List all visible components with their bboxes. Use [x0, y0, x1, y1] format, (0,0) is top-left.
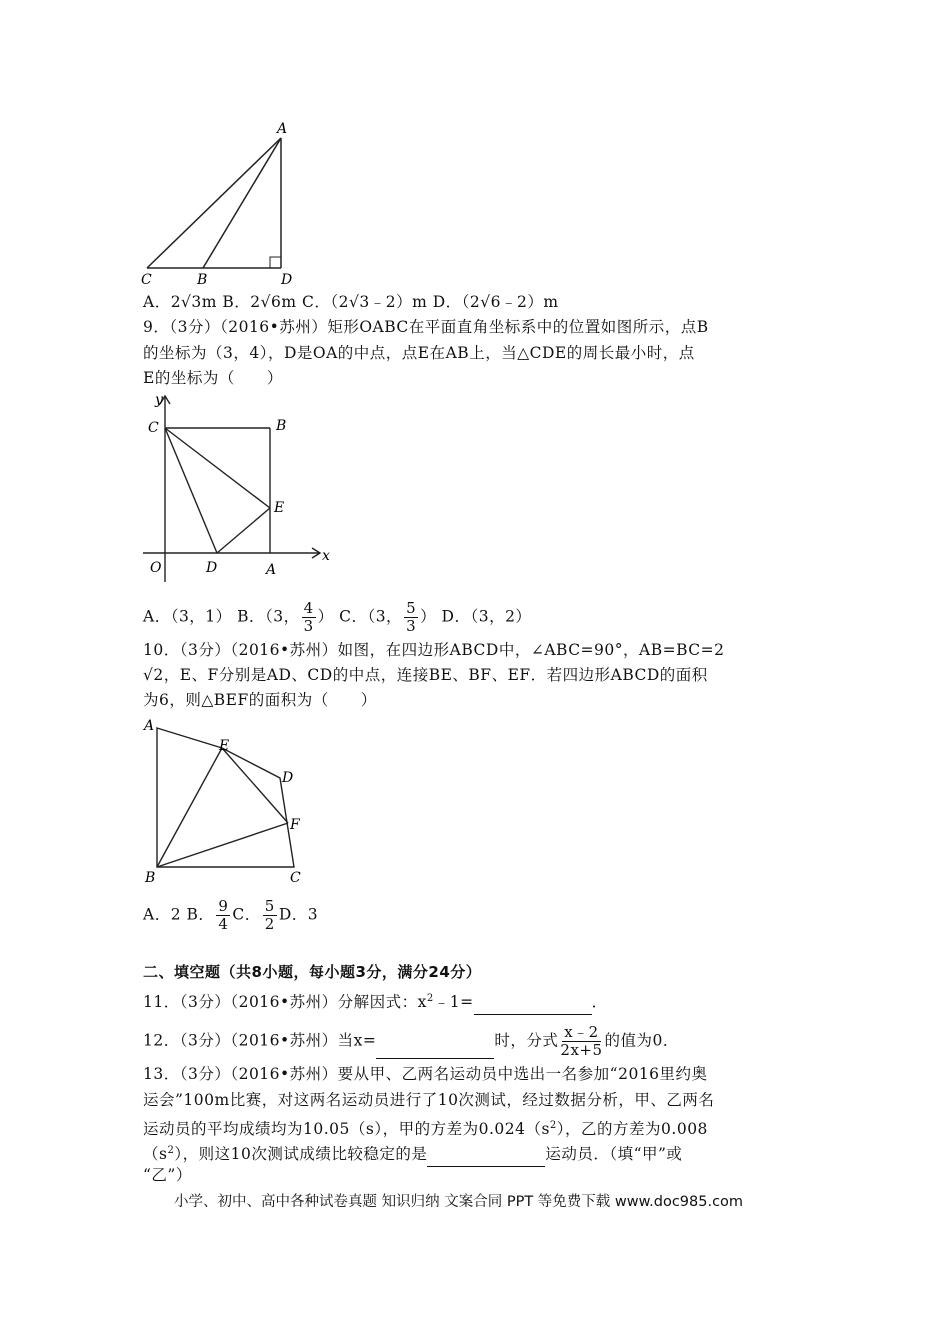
denominator: 3: [406, 617, 417, 635]
q10-line2: √2，E、F分别是AD、CD的中点，连接BE、BF、EF．若四边形ABCD的面积: [143, 666, 708, 684]
q9-fraction-c: [404, 600, 418, 635]
q12-answer-blank[interactable]: [376, 1042, 494, 1059]
q10-quadrilateral-figure: [138, 712, 318, 887]
label-d: D: [206, 560, 218, 576]
q11-text: 11．（3分）（2016•苏州）分解因式：x: [143, 993, 427, 1012]
q9-options: [143, 600, 531, 635]
q12-text-mid: 时，分式: [494, 1031, 559, 1050]
label-c: C: [290, 870, 301, 886]
label-c: C: [148, 420, 159, 436]
label-x: x: [322, 548, 330, 564]
q12-text: 12．（3分）（2016•苏州）当x=: [143, 1031, 377, 1050]
q13-text: ），则这10次测试成绩比较稳定的是: [174, 1145, 428, 1164]
label-b: B: [197, 272, 208, 288]
label-d: D: [282, 770, 294, 786]
label-c: C: [141, 272, 152, 288]
q10-option-a: A．2 B．: [143, 905, 215, 924]
q13-exponent: 2: [167, 1145, 175, 1156]
q10-option-c: C．: [232, 905, 261, 924]
denominator: 2: [264, 915, 275, 933]
q11-end: ．: [591, 993, 608, 1012]
q8-triangle-figure: [130, 115, 310, 290]
q13-line5: “乙”）: [143, 1166, 192, 1184]
numerator: 4: [303, 599, 314, 617]
q10-option-d: D．3: [278, 905, 319, 924]
q11-answer-blank[interactable]: [474, 998, 592, 1015]
label-e: E: [274, 500, 285, 516]
q13-exponent: 2: [549, 1120, 557, 1131]
label-e: E: [219, 738, 230, 754]
q9-coordinate-figure: [135, 388, 335, 588]
numerator: x﹣2: [564, 1023, 599, 1041]
q9-option-c: ） C．（3，: [317, 607, 403, 626]
q12: [143, 1024, 679, 1059]
q10-line1: 10．（3分）（2016•苏州）如图，在四边形ABCD中，∠ABC=90°，AB=BC=2: [143, 641, 725, 659]
numerator: 5: [264, 897, 275, 915]
q9-line2: 的坐标为（3，4），D是OA的中点，点E在AB上，当△CDE的周长最小时，点: [143, 344, 695, 362]
footer-text: 小学、初中、高中各种试卷真题 知识归纳 文案合同 PPT 等免费下载 www.doc985.com: [174, 1194, 744, 1210]
label-f: F: [290, 817, 300, 833]
label-a: A: [144, 718, 155, 734]
q13-answer-blank[interactable]: [427, 1150, 545, 1167]
denominator: 2x+5: [560, 1041, 603, 1059]
numerator: 9: [218, 897, 229, 915]
denominator: 4: [218, 915, 229, 933]
label-o: O: [150, 560, 162, 576]
numerator: 5: [406, 599, 417, 617]
q13-text: 运动员．（填“甲”或: [545, 1145, 683, 1164]
q11-text-post: ﹣1=: [433, 993, 474, 1012]
q9-fraction-b: [302, 600, 316, 635]
label-a: A: [266, 562, 277, 578]
q13-text: ），乙的方差为0.008: [556, 1120, 708, 1139]
label-y: y: [155, 392, 163, 408]
q10-line3: 为6，则△BEF的面积为（ ）: [143, 691, 377, 709]
label-b: B: [145, 870, 156, 886]
q13-line1: 13．（3分）（2016•苏州）要从甲、乙两名运动员中选出一名参加“2016里约奥: [143, 1065, 708, 1083]
q13-line4: [143, 1138, 682, 1167]
q9-option-d: ） D．（3，2）: [420, 607, 532, 626]
q10-options: [143, 898, 318, 933]
q13-line2: 运会”100m比赛，对这两名运动员进行了10次测试，经过数据分析，甲、乙两名: [143, 1091, 715, 1109]
q10-fraction-c: [263, 898, 277, 933]
label-a: A: [277, 121, 288, 137]
q11: [143, 986, 608, 1015]
q13-text: 运动员的平均成绩均为10.05（s），甲的方差为0.024（s: [143, 1120, 550, 1139]
denominator: 3: [303, 617, 314, 635]
q13-text: （s: [143, 1145, 168, 1164]
q12-fraction: [560, 1024, 602, 1059]
label-d: D: [281, 272, 293, 288]
q9-line1: 9．（3分）（2016•苏州）矩形OABC在平面直角坐标系中的位置如图所示，点B: [143, 318, 709, 336]
q9-option-a: A．（3，1） B．（3，: [143, 607, 300, 626]
q11-exponent: 2: [426, 993, 434, 1004]
q8-options: A．2√3m B．2√6m C．（2√3﹣2）m D．（2√6﹣2）m: [143, 293, 559, 311]
label-b: B: [276, 418, 287, 434]
q12-text-post: 的值为0．: [604, 1031, 679, 1050]
section-heading: 二、填空题（共8小题，每小题3分，满分24分）: [143, 963, 482, 981]
q9-line3: E的坐标为（ ）: [143, 369, 283, 387]
q10-fraction-b: [216, 898, 230, 933]
